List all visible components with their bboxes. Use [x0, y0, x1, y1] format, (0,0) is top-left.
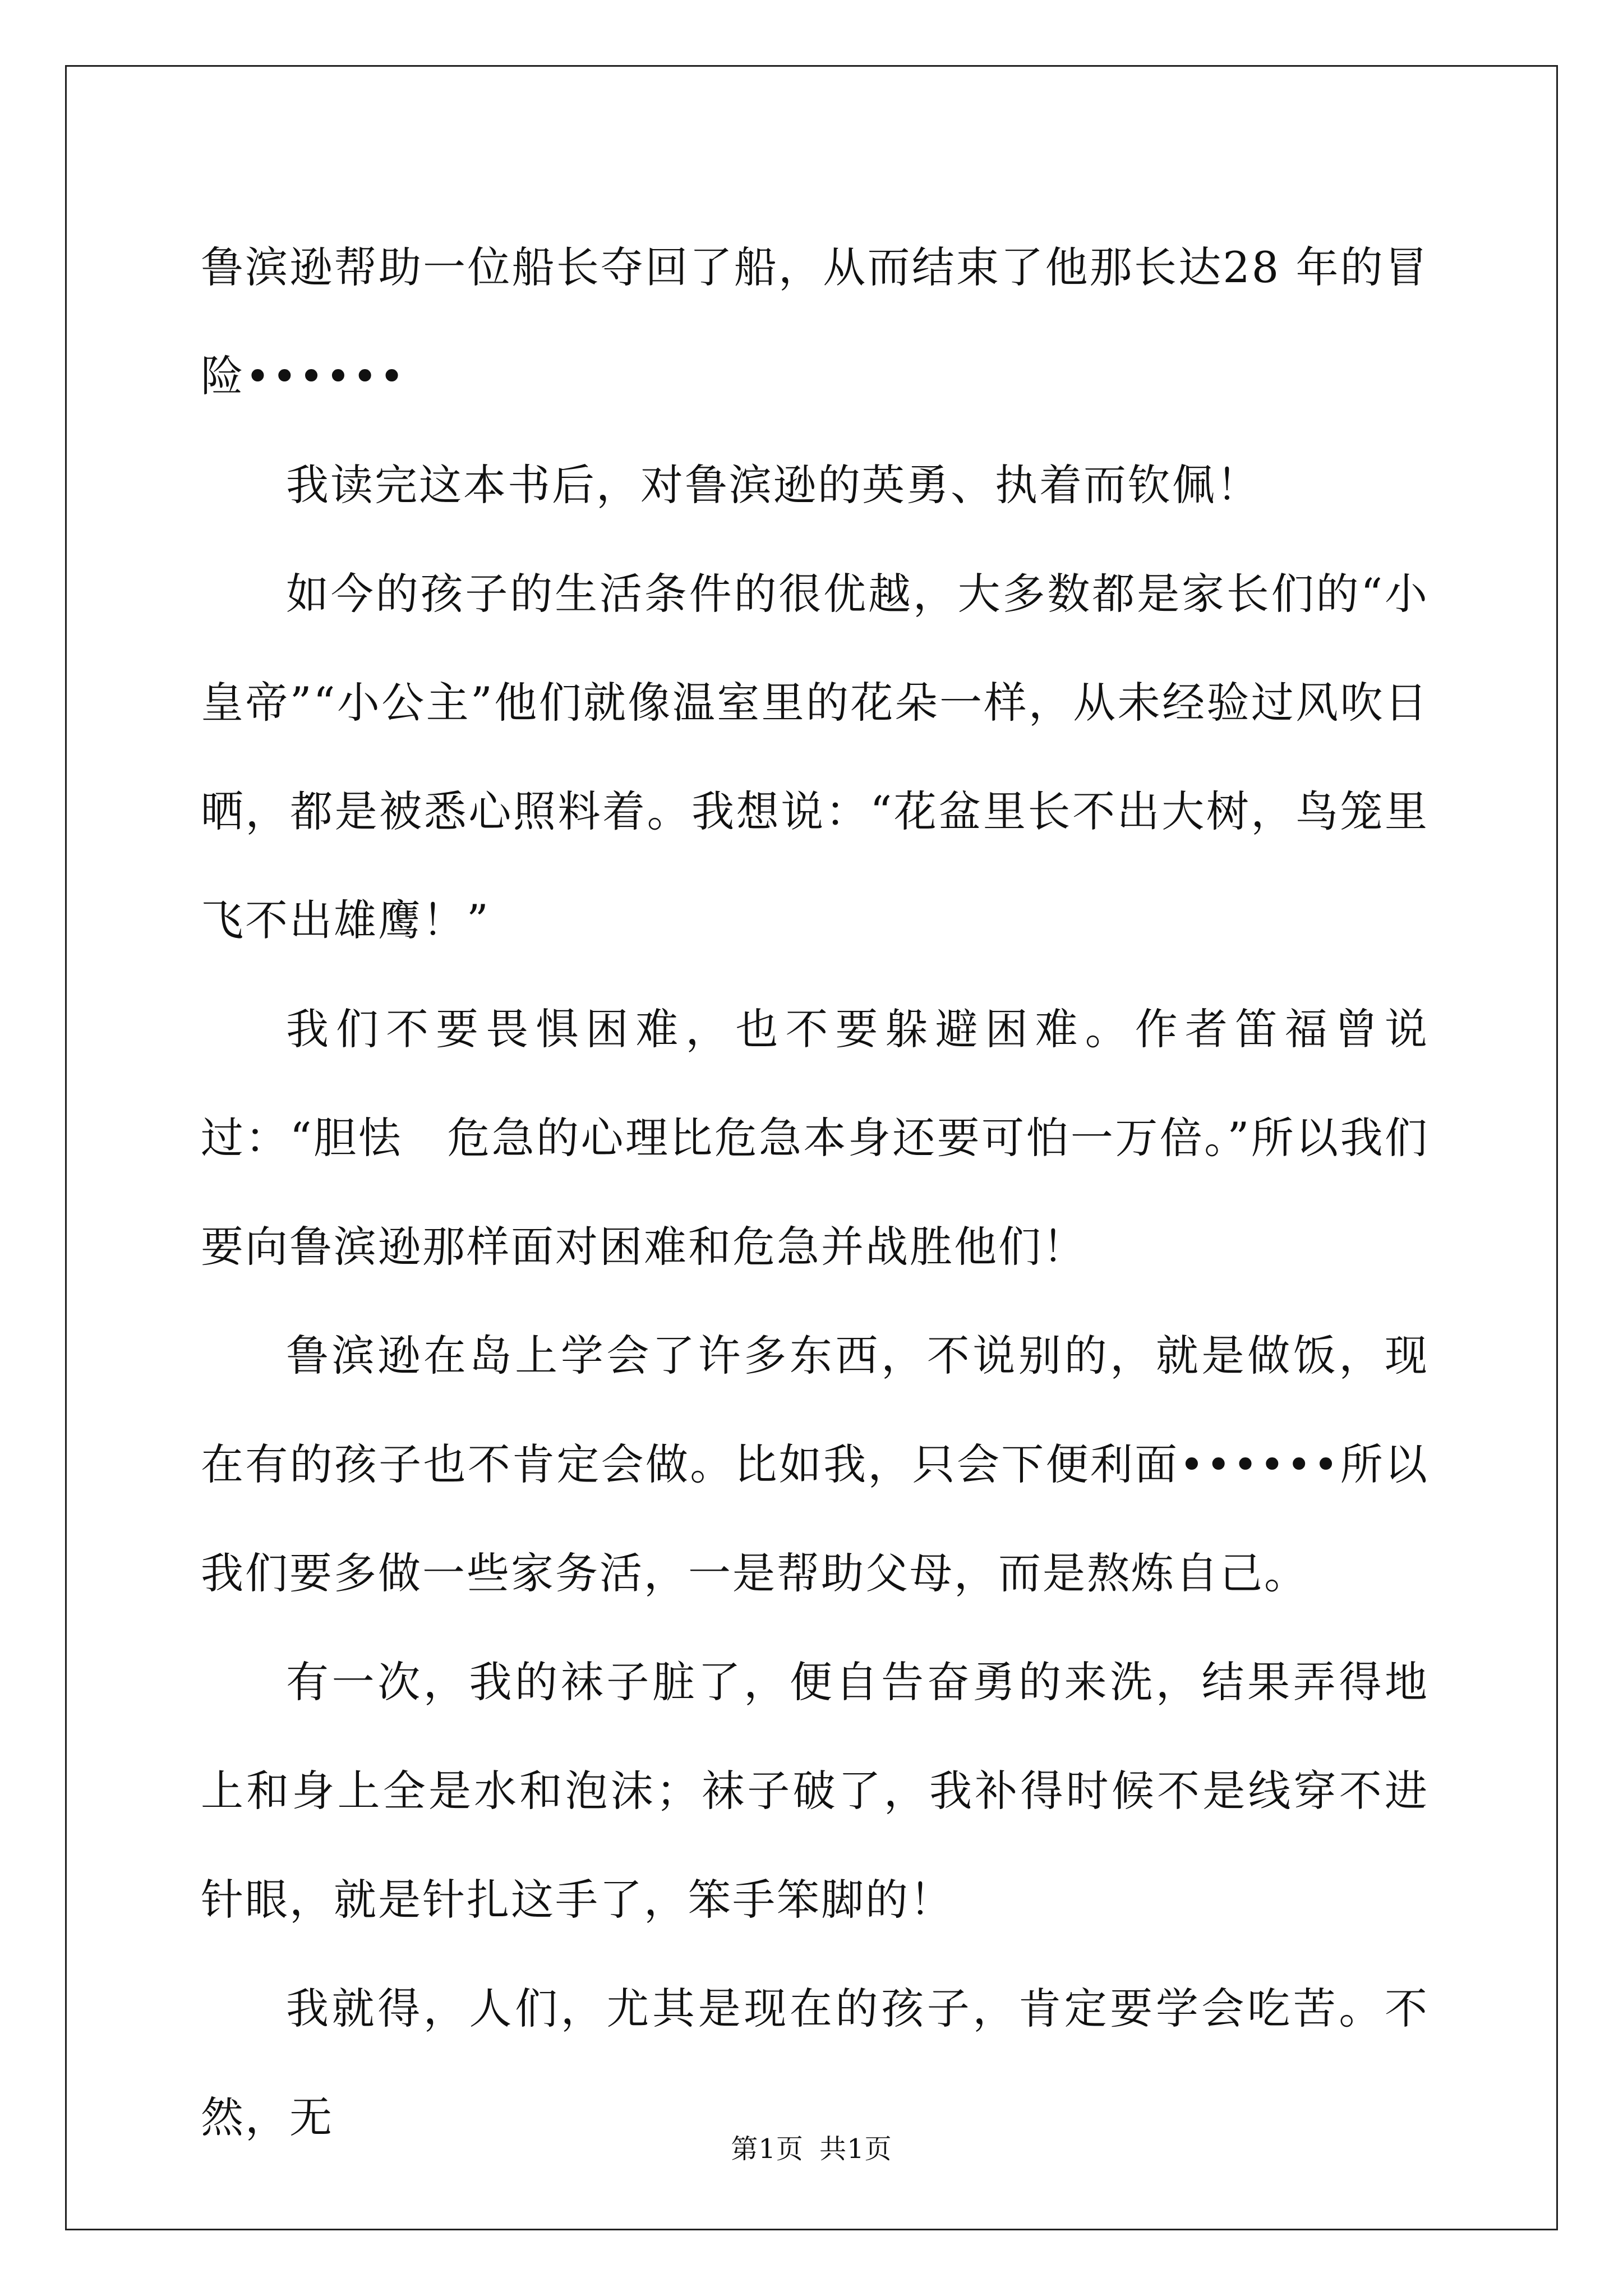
document-body [201, 213, 1429, 2172]
paragraph-1: 鲁滨逊帮助一位船长夺回了船，从而结束了他那长达28 年的冒险•••••• [201, 242, 1429, 401]
paragraph-2: 我读完这本书后，对鲁滨逊的英勇、执着而钦佩！ [286, 460, 1261, 510]
paragraph-4: 我们不要畏惧困难，也不要躲避困难。作者笛福曾说过：“胆怯 危急的心理比危急本身还要可怕一万倍。”所以我们要向鲁滨逊那样面对困难和危急并战胜他们！ [201, 1004, 1429, 1272]
paragraph-3: 如今的孩子的生活条件的很优越，大多数都是家长们的“小皇帝”“小公主”他们就像温室里的花朵一样，从未经验过风吹日晒，都是被悉心照料着。我想说：“花盆里长不出大树，鸟笼里飞不出雄鹰！” [201, 569, 1429, 945]
page-footer [0, 2127, 1623, 2166]
paragraph-7: 我就得，人们，尤其是现在的孩子，肯定要学会吃苦。不然，无 [201, 1984, 1429, 2142]
paragraph-5: 鲁滨逊在岛上学会了许多东西，不说别的，就是做饭，现在有的孩子也不肯定会做。比如我，只会下便利面••••••所以我们要多做一些家务活，一是帮助父母，而是熬炼自己。 [201, 1331, 1429, 1598]
paragraph-6: 有一次，我的袜子脏了，便自告奋勇的来洗，结果弄得地上和身上全是水和泡沫；袜子破了，我补得时候不是线穿不进针眼，就是针扎这手了，笨手笨脚的！ [201, 1657, 1429, 1925]
page-number: 第1页 [731, 2133, 804, 2165]
page-total: 共1页 [819, 2133, 892, 2165]
